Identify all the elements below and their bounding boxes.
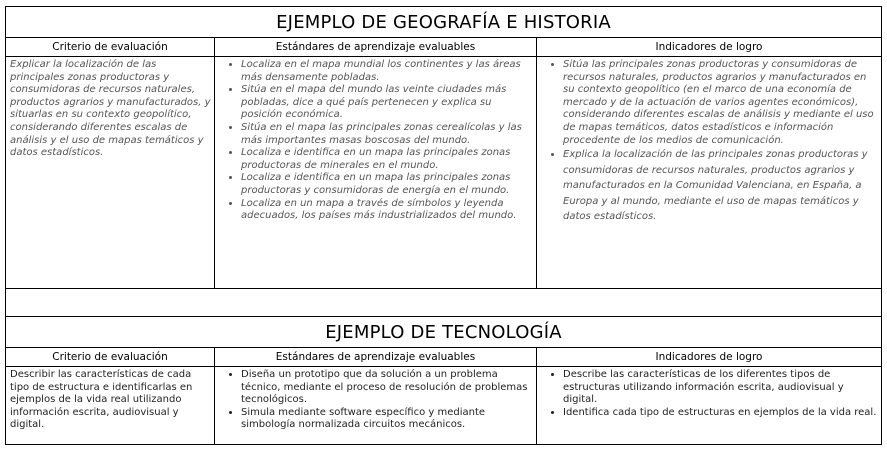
geo-header-criterio: Criterio de evaluación — [6, 38, 215, 57]
geo-header-indicadores: Indicadores de logro — [537, 38, 882, 57]
geo-indicadores-cell — [537, 57, 882, 289]
list-item: • Simula mediante software específico y mediante simbología normalizada circuitos mecánicos. — [241, 407, 533, 432]
tec-title: EJEMPLO DE TECNOLOGÍA — [6, 317, 882, 348]
list-item: • Sitúa en el mapa las principales zonas cerealícolas y las más importantes masas boscosas del mundo. — [241, 122, 533, 147]
geo-estandares-cell — [215, 57, 537, 289]
geo-header-estandares: Estándares de aprendizaje evaluables — [215, 38, 537, 57]
list-item: • Diseña un prototipo que da solución a un problema técnico, mediante el proceso de resolución de problemas tecnológicos. — [241, 369, 533, 407]
list-item: • Localiza e identifica en un mapa las principales zonas productoras de minerales en el mundo. — [241, 147, 533, 172]
tec-estandares-cell — [215, 367, 537, 445]
tec-estandares-list — [219, 369, 533, 432]
geo-estandares-list — [219, 59, 533, 223]
list-item: • Explica la localización de las principales zonas productoras y consumidoras de recursos naturales, productos agrarios y manufacturados en la Comunidad Valenciana, en España, a Europa y al mundo, mediante el uso de mapas temáticos y datos estadísticos. — [563, 147, 878, 225]
document-tables — [5, 6, 881, 445]
geo-indicadores-list — [541, 59, 878, 225]
list-item: • Localiza e identifica en un mapa las principales zonas productoras y consumidoras de energía en el mundo. — [241, 172, 533, 197]
list-item: • Describe las características de los diferentes tipos de estructuras utilizando información escrita, audiovisual y digital. — [563, 369, 878, 407]
list-item: • Sitúa las principales zonas productoras y consumidoras de recursos naturales, productos agrarios y manufacturados en su contexto geopolítico (en el marco de una economía de mercado y de la actuación de varios agentes económicos), considerando diferentes escalas de análisis y mediante el uso de mapas temáticos, datos estadísticos e información procedente de los medios de comunicación. — [563, 59, 878, 147]
tec-indicadores-list — [541, 369, 878, 419]
list-item: • Localiza en un mapa a través de símbolos y leyenda adecuados, los países más industrializados del mundo. — [241, 198, 533, 223]
examples-table — [5, 6, 882, 445]
list-item: • Identifica cada tipo de estructuras en ejemplos de la vida real. — [563, 407, 878, 420]
tec-header-estandares: Estándares de aprendizaje evaluables — [215, 348, 537, 367]
tec-header-criterio: Criterio de evaluación — [6, 348, 215, 367]
tec-criterio-text: Describir las características de cada tipo de estructura e identificarlas en ejemplos de la vida real utilizando información escrita, audiovisual y digital. — [6, 367, 215, 445]
tec-header-indicadores: Indicadores de logro — [537, 348, 882, 367]
tec-indicadores-cell — [537, 367, 882, 445]
list-item: • Sitúa en el mapa del mundo las veinte ciudades más pobladas, dice a qué país pertenecen y explica su posición económica. — [241, 84, 533, 122]
geo-title: EJEMPLO DE GEOGRAFÍA E HISTORIA — [6, 7, 882, 38]
geo-criterio-text: Explicar la localización de las principales zonas productoras y consumidoras de recursos naturales, productos agrarios y manufacturados, y situarlas en su contexto geopolítico, considerando diferentes escalas de análisis y el uso de mapas temáticos y datos estadísticos. — [6, 57, 215, 289]
list-item: • Localiza en el mapa mundial los continentes y las áreas más densamente pobladas. — [241, 59, 533, 84]
table-spacer — [6, 289, 882, 317]
